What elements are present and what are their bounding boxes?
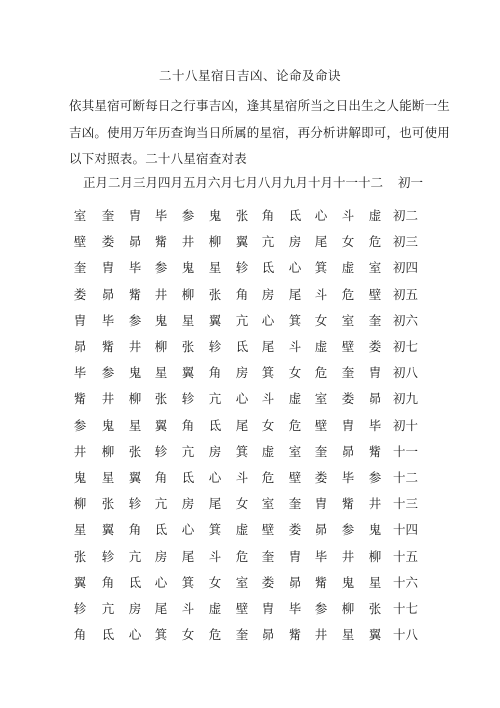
table-cell: 翼 — [235, 234, 249, 250]
table-cell: 箕 — [181, 574, 195, 590]
table-cell: 亢 — [261, 234, 275, 250]
table-cell: 井 — [368, 496, 382, 512]
table-cell: 昴 — [288, 574, 302, 590]
table-cell: 心 — [235, 391, 249, 407]
table-cell: 轸 — [128, 496, 142, 512]
table-cell: 娄 — [261, 574, 275, 590]
table-cell: 毕 — [128, 260, 142, 276]
table-cell: 氐 — [154, 522, 168, 538]
table-row — [0, 206, 500, 222]
table-cell: 胄 — [314, 496, 328, 512]
table-cell: 壁 — [73, 234, 87, 250]
table-cell: 斗 — [208, 548, 222, 564]
table-cell: 星 — [208, 260, 222, 276]
table-cell: 昴 — [128, 234, 142, 250]
table-cell: 翼 — [154, 417, 168, 433]
table-cell: 尾 — [314, 234, 328, 250]
table-cell: 张 — [208, 286, 222, 302]
table-cell: 壁 — [368, 286, 382, 302]
table-cell: 鬼 — [128, 365, 142, 381]
table-cell: 亢 — [154, 496, 168, 512]
paragraph-line-1: 依其星宿可断每日之行事吉凶，逢其星宿所当之日出生之人能断一生 — [69, 98, 451, 113]
table-cell: 氐 — [288, 208, 302, 223]
table-cell: 翼 — [368, 627, 382, 643]
table-cell: 觜 — [314, 574, 328, 590]
table-cell: 星 — [368, 574, 382, 590]
table-cell: 壁 — [261, 522, 275, 538]
table-cell: 柳 — [73, 496, 87, 512]
table-cell: 娄 — [368, 339, 382, 354]
table-cell: 箕 — [235, 443, 249, 459]
table-row — [0, 232, 500, 248]
table-row — [0, 389, 500, 405]
table-cell: 斗 — [261, 391, 275, 407]
table-row — [0, 599, 500, 615]
table-cell: 尾 — [261, 339, 275, 354]
table-cell: 奎 — [261, 548, 275, 564]
table-cell: 亢 — [128, 548, 142, 564]
table-cell: 尾 — [288, 286, 302, 302]
table-cell: 房 — [181, 496, 195, 512]
table-cell: 觜 — [101, 339, 115, 354]
table-cell: 女 — [341, 234, 355, 250]
table-cell: 斗 — [314, 286, 328, 302]
table-cell: 柳 — [101, 443, 115, 459]
table-cell: 危 — [261, 470, 275, 485]
table-cell: 参 — [341, 522, 355, 538]
table-cell: 室 — [235, 574, 249, 590]
table-cell: 壁 — [288, 470, 302, 485]
table-cell: 奎 — [288, 496, 302, 512]
table-row — [0, 258, 500, 274]
table-cell: 虚 — [235, 522, 249, 538]
table-cell: 房 — [208, 443, 222, 459]
table-day-label: 初十 — [393, 417, 419, 433]
table-cell: 觜 — [341, 496, 355, 512]
table-cell: 参 — [368, 470, 382, 485]
table-cell: 鬼 — [101, 417, 115, 433]
table-cell: 觜 — [128, 286, 142, 302]
table-cell: 室 — [314, 391, 328, 407]
table-cell: 胄 — [288, 548, 302, 564]
table-cell: 室 — [368, 260, 382, 276]
table-cell: 壁 — [314, 417, 328, 433]
table-cell: 昴 — [368, 391, 382, 407]
table-cell: 室 — [261, 496, 275, 512]
table-cell: 氐 — [208, 417, 222, 433]
table-cell: 壁 — [341, 339, 355, 354]
table-row — [0, 520, 500, 536]
table-cell: 虚 — [341, 260, 355, 276]
table-row — [0, 311, 500, 327]
table-cell: 尾 — [235, 417, 249, 433]
table-cell: 井 — [341, 548, 355, 564]
table-cell: 心 — [261, 312, 275, 328]
table-row — [0, 416, 500, 432]
table-day-label: 初四 — [393, 260, 419, 276]
table-cell: 柳 — [368, 548, 382, 564]
table-cell: 柳 — [341, 601, 355, 616]
table-cell: 奎 — [235, 627, 249, 643]
table-cell: 胄 — [341, 417, 355, 433]
document-title: 二十八星宿日吉凶、论命及命诀 — [158, 68, 341, 83]
table-cell: 星 — [128, 417, 142, 433]
table-day-label: 初七 — [393, 339, 419, 354]
table-cell: 昴 — [314, 522, 328, 538]
table-cell: 奎 — [314, 443, 328, 459]
table-cell: 张 — [181, 339, 195, 354]
paragraph-line-3: 以下对照表。二十八星宿查对表 — [69, 151, 247, 166]
table-cell: 心 — [314, 208, 328, 223]
table-cell: 心 — [181, 522, 195, 538]
table-cell: 氐 — [101, 627, 115, 643]
table-cell: 亢 — [101, 601, 115, 616]
table-cell: 亢 — [181, 443, 195, 459]
table-cell: 胄 — [73, 312, 87, 328]
table-cell: 鬼 — [208, 208, 222, 223]
table-cell: 星 — [101, 470, 115, 485]
table-cell: 奎 — [73, 260, 87, 276]
table-cell: 角 — [73, 627, 87, 643]
table-cell: 女 — [288, 365, 302, 381]
table-cell: 室 — [341, 312, 355, 328]
table-cell: 张 — [128, 443, 142, 459]
table-cell: 觜 — [73, 391, 87, 407]
table-cell: 角 — [101, 574, 115, 590]
table-cell: 毕 — [314, 548, 328, 564]
table-cell: 斗 — [235, 470, 249, 485]
table-cell: 亢 — [235, 312, 249, 328]
table-header-months: 正月二月三月四月五月六月七月八月九月十月十一十二 — [83, 175, 384, 190]
table-cell: 昴 — [73, 339, 87, 354]
table-row — [0, 547, 500, 563]
table-cell: 氐 — [128, 574, 142, 590]
table-cell: 危 — [341, 286, 355, 302]
table-cell: 张 — [368, 601, 382, 616]
table-cell: 氐 — [261, 260, 275, 276]
table-cell: 张 — [154, 391, 168, 407]
table-cell: 角 — [208, 365, 222, 381]
table-row — [0, 468, 500, 484]
table-cell: 斗 — [181, 601, 195, 616]
table-cell: 柳 — [208, 234, 222, 250]
table-cell: 参 — [314, 601, 328, 616]
table-cell: 室 — [288, 443, 302, 459]
table-cell: 毕 — [73, 365, 87, 381]
table-cell: 鬼 — [154, 312, 168, 328]
table-cell: 虚 — [208, 601, 222, 616]
table-cell: 心 — [208, 470, 222, 485]
table-cell: 虚 — [261, 443, 275, 459]
table-cell: 危 — [368, 234, 382, 250]
table-cell: 娄 — [341, 391, 355, 407]
table-day-label: 十二 — [393, 470, 419, 485]
table-day-label: 十八 — [393, 627, 419, 643]
table-cell: 娄 — [73, 286, 87, 302]
table-cell: 壁 — [235, 601, 249, 616]
table-cell: 虚 — [368, 208, 382, 223]
table-cell: 星 — [73, 522, 87, 538]
table-cell: 角 — [181, 417, 195, 433]
table-row — [0, 494, 500, 510]
table-day-label: 初二 — [393, 208, 419, 223]
table-cell: 星 — [154, 365, 168, 381]
table-cell: 角 — [261, 208, 275, 223]
table-cell: 危 — [314, 365, 328, 381]
table-cell: 箕 — [208, 522, 222, 538]
table-cell: 昴 — [261, 627, 275, 643]
table-cell: 胄 — [128, 208, 142, 223]
table-cell: 箕 — [261, 365, 275, 381]
table-cell: 危 — [288, 417, 302, 433]
table-cell: 翼 — [101, 522, 115, 538]
table-cell: 井 — [154, 286, 168, 302]
table-day-label: 十七 — [393, 601, 419, 616]
table-cell: 房 — [261, 286, 275, 302]
table-cell: 尾 — [154, 601, 168, 616]
table-cell: 毕 — [154, 208, 168, 223]
table-cell: 房 — [288, 234, 302, 250]
table-cell: 轸 — [235, 260, 249, 276]
table-cell: 角 — [128, 522, 142, 538]
table-cell: 女 — [181, 627, 195, 643]
table-cell: 觜 — [154, 234, 168, 250]
table-cell: 胄 — [101, 260, 115, 276]
table-cell: 井 — [73, 443, 87, 459]
table-cell: 斗 — [288, 339, 302, 354]
table-cell: 奎 — [368, 312, 382, 328]
table-cell: 危 — [208, 627, 222, 643]
table-cell: 女 — [208, 574, 222, 590]
table-cell: 参 — [128, 312, 142, 328]
paragraph-line-2: 吉凶。使用万年历查询当日所属的星宿，再分析讲解即可，也可使用 — [69, 125, 451, 140]
table-cell: 角 — [235, 286, 249, 302]
table-cell: 毕 — [368, 417, 382, 433]
table-row — [0, 625, 500, 641]
table-cell: 翼 — [181, 365, 195, 381]
table-row — [0, 573, 500, 589]
table-cell: 箕 — [288, 312, 302, 328]
table-row — [0, 363, 500, 379]
table-cell: 井 — [314, 627, 328, 643]
table-cell: 毕 — [341, 470, 355, 485]
table-cell: 柳 — [181, 286, 195, 302]
table-cell: 娄 — [101, 234, 115, 250]
table-cell: 斗 — [341, 208, 355, 223]
table-cell: 星 — [181, 312, 195, 328]
table-cell: 奎 — [341, 365, 355, 381]
table-cell: 虚 — [314, 339, 328, 354]
table-cell: 尾 — [181, 548, 195, 564]
table-cell: 轸 — [101, 548, 115, 564]
table-cell: 参 — [101, 365, 115, 381]
table-header-day: 初一 — [398, 175, 424, 190]
table-cell: 鬼 — [341, 574, 355, 590]
table-cell: 参 — [73, 417, 87, 433]
table-day-label: 初六 — [393, 312, 419, 328]
table-cell: 室 — [73, 208, 87, 223]
table-cell: 娄 — [314, 470, 328, 485]
table-cell: 轸 — [208, 339, 222, 354]
table-cell: 张 — [101, 496, 115, 512]
table-day-label: 初五 — [393, 286, 419, 302]
table-cell: 翼 — [208, 312, 222, 328]
table-row — [0, 337, 500, 353]
table-cell: 毕 — [288, 601, 302, 616]
table-cell: 井 — [101, 391, 115, 407]
table-row — [0, 285, 500, 301]
table-cell: 心 — [288, 260, 302, 276]
table-cell: 胄 — [368, 365, 382, 381]
table-cell: 女 — [235, 496, 249, 512]
table-cell: 翼 — [73, 574, 87, 590]
table-cell: 心 — [154, 574, 168, 590]
table-cell: 房 — [128, 601, 142, 616]
table-day-label: 十一 — [393, 443, 419, 459]
table-cell: 柳 — [128, 391, 142, 407]
table-cell: 柳 — [154, 339, 168, 354]
table-cell: 鬼 — [73, 470, 87, 485]
table-cell: 井 — [128, 339, 142, 354]
table-cell: 氐 — [235, 339, 249, 354]
table-cell: 危 — [235, 548, 249, 564]
table-cell: 参 — [154, 260, 168, 276]
table-day-label: 十六 — [393, 574, 419, 590]
table-cell: 胄 — [261, 601, 275, 616]
table-day-label: 初九 — [393, 391, 419, 407]
table-cell: 奎 — [101, 208, 115, 223]
table-cell: 心 — [128, 627, 142, 643]
table-cell: 翼 — [128, 470, 142, 485]
table-day-label: 初三 — [393, 234, 419, 250]
table-cell: 张 — [235, 208, 249, 223]
table-cell: 亢 — [208, 391, 222, 407]
table-cell: 星 — [341, 627, 355, 643]
table-cell: 箕 — [314, 260, 328, 276]
table-cell: 房 — [235, 365, 249, 381]
table-cell: 觜 — [368, 443, 382, 459]
table-cell: 毕 — [101, 312, 115, 328]
table-cell: 昴 — [341, 443, 355, 459]
table-cell: 娄 — [288, 522, 302, 538]
table-cell: 角 — [154, 470, 168, 485]
table-cell: 虚 — [288, 391, 302, 407]
table-cell: 昴 — [101, 286, 115, 302]
table-cell: 轸 — [181, 391, 195, 407]
table-cell: 鬼 — [181, 260, 195, 276]
table-cell: 房 — [154, 548, 168, 564]
table-cell: 女 — [261, 417, 275, 433]
table-cell: 觜 — [288, 627, 302, 643]
table-cell: 轸 — [73, 601, 87, 616]
table-cell: 箕 — [154, 627, 168, 643]
table-cell: 氐 — [181, 470, 195, 485]
table-cell: 尾 — [208, 496, 222, 512]
table-cell: 参 — [181, 208, 195, 223]
table-cell: 鬼 — [368, 522, 382, 538]
table-day-label: 初八 — [393, 365, 419, 381]
table-row — [0, 442, 500, 458]
table-day-label: 十三 — [393, 496, 419, 512]
table-day-label: 十四 — [393, 522, 419, 538]
table-cell: 轸 — [154, 443, 168, 459]
table-cell: 井 — [181, 234, 195, 250]
table-day-label: 十五 — [393, 548, 419, 564]
table-cell: 女 — [314, 312, 328, 328]
table-cell: 张 — [73, 548, 87, 564]
